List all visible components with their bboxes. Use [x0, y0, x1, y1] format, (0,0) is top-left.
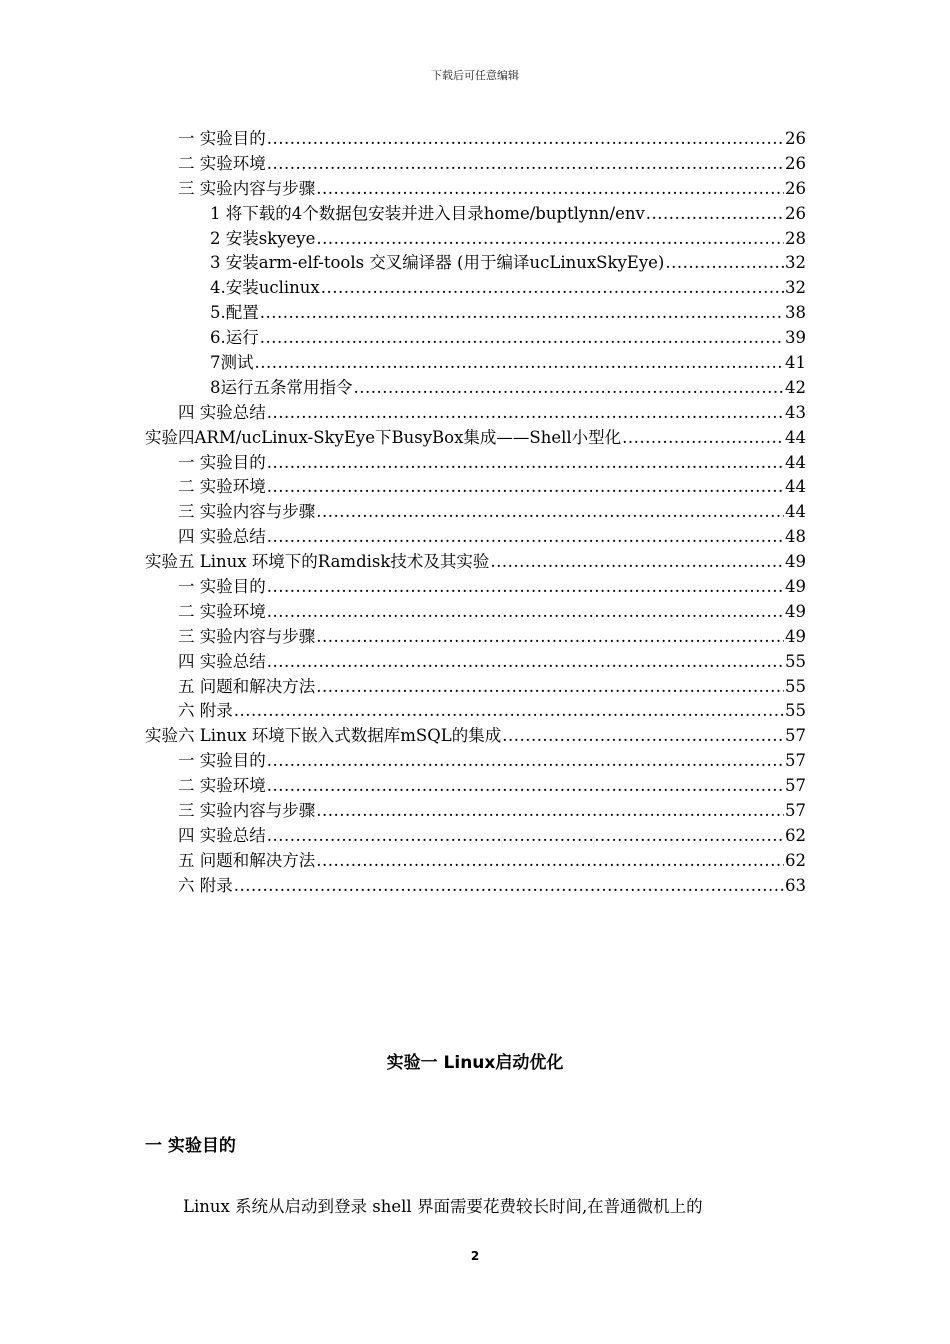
- toc-entry-page: 44: [785, 502, 806, 522]
- toc-entry[interactable]: [145, 523, 806, 548]
- toc-leader-dots: [267, 453, 784, 472]
- toc-entry-label: 六 附录: [178, 701, 233, 721]
- toc-entry-page: 48: [785, 527, 806, 547]
- toc-entry[interactable]: [145, 424, 806, 449]
- toc-entry[interactable]: [145, 299, 806, 324]
- toc-entry[interactable]: [145, 200, 806, 225]
- toc-leader-dots: [255, 353, 785, 372]
- toc-entry-label: 3 安装arm-elf-tools 交叉编译器 (用于编译ucLinuxSkyEye): [210, 253, 665, 273]
- toc-entry-label: 三 实验内容与步骤: [178, 801, 316, 821]
- toc-leader-dots: [622, 428, 784, 447]
- body-paragraph: Linux 系统从启动到登录 shell 界面需要花费较长时间,在普通微机上的: [183, 1197, 703, 1216]
- toc-entry[interactable]: [145, 150, 806, 175]
- toc-entry-page: 55: [785, 651, 806, 671]
- toc-entry[interactable]: [145, 722, 806, 747]
- toc-entry[interactable]: [145, 548, 806, 573]
- toc-entry-label: 7测试: [210, 353, 254, 373]
- toc-entry-label: 三 实验内容与步骤: [178, 502, 316, 522]
- toc-entry[interactable]: [145, 498, 806, 523]
- toc-entry-label: 1 将下载的4个数据包安装并进入目录home/buptlynn/env: [210, 203, 645, 223]
- toc-entry-page: 55: [785, 676, 806, 696]
- toc-entry-page: 57: [785, 751, 806, 771]
- toc-entry-label: 6.运行: [210, 328, 259, 348]
- toc-leader-dots: [354, 378, 785, 397]
- toc-leader-dots: [234, 876, 784, 895]
- toc-leader-dots: [267, 154, 784, 173]
- toc-leader-dots: [260, 328, 784, 347]
- toc-leader-dots: [234, 701, 784, 720]
- section-heading: 一 实验目的: [145, 1136, 236, 1156]
- toc-leader-dots: [267, 602, 784, 621]
- chapter-title: 实验一 Linux启动优化: [386, 1053, 564, 1073]
- toc-leader-dots: [316, 801, 784, 820]
- page-number: 2: [470, 1249, 480, 1263]
- toc-leader-dots: [267, 477, 784, 496]
- toc-leader-dots: [665, 253, 784, 272]
- toc-entry[interactable]: [145, 648, 806, 673]
- toc-entry[interactable]: [145, 847, 806, 872]
- toc-leader-dots: [267, 776, 784, 795]
- toc-entry[interactable]: [145, 324, 806, 349]
- toc-entry-label: 二 实验环境: [178, 477, 266, 497]
- toc-entry-page: 38: [785, 303, 806, 323]
- toc-entry-page: 49: [785, 601, 806, 621]
- toc-entry-page: 26: [785, 203, 806, 223]
- toc-entry[interactable]: [145, 249, 806, 274]
- toc-entry[interactable]: [145, 573, 806, 598]
- toc-entry-page: 26: [785, 153, 806, 173]
- toc-leader-dots: [267, 826, 784, 845]
- toc-entry[interactable]: [145, 598, 806, 623]
- toc-entry-page: 63: [785, 875, 806, 895]
- toc-leader-dots: [646, 204, 784, 223]
- toc-leader-dots: [316, 677, 784, 696]
- toc-entry[interactable]: [145, 175, 806, 200]
- toc-entry-page: 32: [785, 253, 806, 273]
- toc-entry-label: 二 实验环境: [178, 153, 266, 173]
- toc-entry-label: 五 问题和解决方法: [178, 676, 316, 696]
- toc-entry-page: 62: [785, 850, 806, 870]
- toc-leader-dots: [267, 751, 784, 770]
- toc-leader-dots: [267, 129, 784, 148]
- toc-entry-page: 57: [785, 726, 806, 746]
- toc-entry-label: 二 实验环境: [178, 601, 266, 621]
- toc-entry-label: 5.配置: [210, 303, 259, 323]
- toc-leader-dots: [267, 652, 784, 671]
- toc-entry[interactable]: [145, 697, 806, 722]
- toc-entry-page: 44: [785, 427, 806, 447]
- toc-entry-page: 57: [785, 801, 806, 821]
- toc-entry[interactable]: [145, 399, 806, 424]
- toc-leader-dots: [316, 179, 784, 198]
- toc-entry-label: 四 实验总结: [178, 825, 266, 845]
- toc-entry-label: 一 实验目的: [178, 577, 266, 597]
- toc-entry-page: 41: [785, 353, 806, 373]
- toc-entry[interactable]: [145, 374, 806, 399]
- toc-leader-dots: [490, 552, 784, 571]
- toc-leader-dots: [316, 229, 784, 248]
- toc-entry-page: 49: [785, 626, 806, 646]
- toc-entry-label: 五 问题和解决方法: [178, 850, 316, 870]
- toc-entry[interactable]: [145, 623, 806, 648]
- toc-leader-dots: [321, 278, 784, 297]
- toc-entry[interactable]: [145, 822, 806, 847]
- toc-entry-page: 62: [785, 825, 806, 845]
- toc-entry-page: 26: [785, 178, 806, 198]
- toc-entry-label: 一 实验目的: [178, 452, 266, 472]
- toc-entry-page: 44: [785, 477, 806, 497]
- toc-entry-page: 57: [785, 776, 806, 796]
- toc-entry[interactable]: [145, 225, 806, 250]
- toc-entry[interactable]: [145, 125, 806, 150]
- toc-entry-label: 四 实验总结: [178, 651, 266, 671]
- toc-leader-dots: [267, 403, 784, 422]
- toc-entry-page: 39: [785, 328, 806, 348]
- toc-entry-label: 实验四ARM/ucLinux-SkyEye下BusyBox集成——Shell小型化: [145, 427, 622, 447]
- toc-entry-label: 四 实验总结: [178, 402, 266, 422]
- toc-leader-dots: [502, 726, 784, 745]
- toc-entry-label: 二 实验环境: [178, 776, 266, 796]
- toc-entry-page: 55: [785, 701, 806, 721]
- table-of-contents: [145, 125, 806, 897]
- toc-entry-label: 六 附录: [178, 875, 233, 895]
- toc-entry-page: 26: [785, 129, 806, 148]
- toc-entry[interactable]: [145, 797, 806, 822]
- toc-entry[interactable]: [145, 449, 806, 474]
- toc-entry-label: 一 实验目的: [178, 751, 266, 771]
- toc-entry-label: 一 实验目的: [178, 129, 266, 148]
- toc-entry-page: 43: [785, 402, 806, 422]
- toc-entry-label: 2 安装skyeye: [210, 228, 316, 248]
- toc-entry-page: 32: [785, 278, 806, 298]
- toc-leader-dots: [267, 577, 784, 596]
- toc-entry-label: 8运行五条常用指令: [210, 377, 353, 397]
- toc-entry[interactable]: [145, 772, 806, 797]
- toc-entry[interactable]: [145, 872, 806, 897]
- toc-entry[interactable]: [145, 747, 806, 772]
- toc-entry[interactable]: [145, 673, 806, 698]
- toc-leader-dots: [267, 527, 784, 546]
- page-header: 下载后可任意编辑: [431, 69, 519, 82]
- toc-entry-page: 28: [785, 228, 806, 248]
- toc-entry-label: 三 实验内容与步骤: [178, 626, 316, 646]
- toc-entry-page: 49: [785, 552, 806, 572]
- toc-entry[interactable]: [145, 274, 806, 299]
- toc-entry-label: 四 实验总结: [178, 527, 266, 547]
- toc-entry[interactable]: [145, 349, 806, 374]
- toc-entry-page: 42: [785, 377, 806, 397]
- toc-entry-page: 44: [785, 452, 806, 472]
- toc-entry-label: 实验五 Linux 环境下的Ramdisk技术及其实验: [145, 552, 490, 572]
- toc-leader-dots: [260, 303, 784, 322]
- toc-leader-dots: [316, 627, 784, 646]
- toc-leader-dots: [316, 502, 784, 521]
- toc-entry[interactable]: [145, 473, 806, 498]
- toc-entry-page: 49: [785, 577, 806, 597]
- toc-leader-dots: [316, 851, 784, 870]
- toc-entry-label: 4.安装uclinux: [210, 278, 320, 298]
- toc-entry-label: 实验六 Linux 环境下嵌入式数据库mSQL的集成: [145, 726, 502, 746]
- toc-entry-label: 三 实验内容与步骤: [178, 178, 316, 198]
